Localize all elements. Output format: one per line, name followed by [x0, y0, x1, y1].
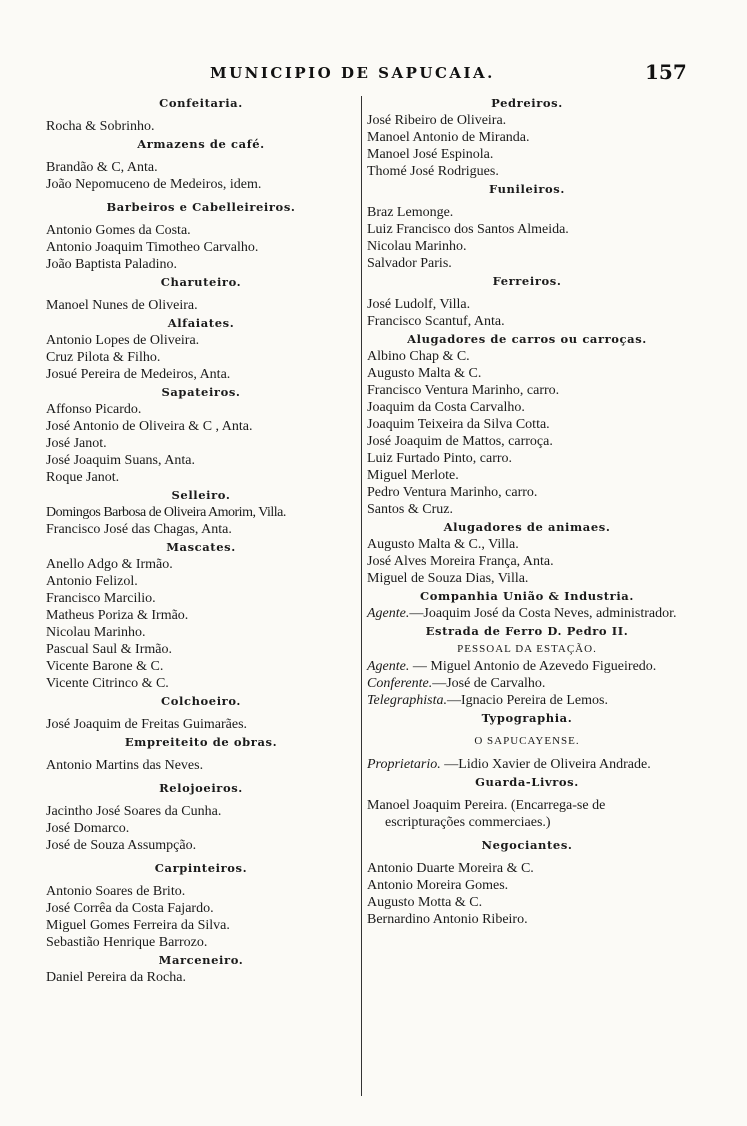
list-item: Antonio Felizol.	[46, 574, 138, 589]
list-item: Joaquim da Costa Carvalho.	[367, 400, 525, 415]
list-item: Vicente Barone & C.	[46, 659, 164, 674]
list-item: Santos & Cruz.	[367, 502, 453, 517]
section-heading: Empreiteito de obras.	[124, 735, 278, 749]
section-selleiro	[46, 487, 356, 538]
section-funileiros	[367, 181, 687, 272]
list-item: Matheus Poriza & Irmão.	[46, 608, 189, 623]
list-item: Antonio Lopes de Oliveira.	[46, 333, 200, 348]
section-heading: Guarda-Livros.	[475, 775, 579, 789]
section-barbeiros	[46, 199, 356, 273]
list-item: Brandão & C, Anta.	[46, 160, 158, 175]
section-sapateiros	[46, 384, 356, 486]
list-item: José Ludolf, Villa.	[367, 297, 471, 312]
list-item: Augusto Motta & C.	[367, 895, 483, 910]
section-heading: Estrada de Ferro D. Pedro II.	[425, 624, 629, 638]
section-heading: Alugadores de animaes.	[443, 520, 611, 534]
section-heading: Mascates.	[166, 540, 236, 554]
list-item	[367, 756, 687, 773]
entry-text: — Miguel Antonio de Azevedo Figueiredo.	[409, 659, 657, 674]
section-heading: Selleiro.	[171, 488, 231, 502]
list-item: Rocha & Sobrinho.	[46, 119, 155, 134]
section-heading: Charuteiro.	[160, 275, 242, 289]
list-item: Antonio Duarte Moreira & C.	[367, 861, 534, 876]
list-item: Miguel Merlote.	[367, 468, 459, 483]
section-carpinteiros	[46, 860, 356, 951]
role-label: Agente.	[367, 659, 410, 674]
list-item: Francisco José das Chagas, Anta.	[46, 522, 232, 537]
entry-text: —Ignacio Pereira de Lemos.	[447, 693, 608, 708]
section-heading: Confeitaria.	[159, 96, 243, 110]
section-marceneiro	[46, 952, 356, 986]
list-item: Roque Janot.	[46, 470, 120, 485]
entry-text: —José de Carvalho.	[432, 676, 546, 691]
section-heading: Ferreiros.	[492, 274, 562, 288]
list-item: João Baptista Paladino.	[46, 257, 178, 272]
list-item: Braz Lemonge.	[367, 205, 454, 220]
section-companhia	[367, 588, 687, 622]
list-item: Manoel Nunes de Oliveira.	[46, 298, 198, 313]
list-item: Domingos Barbosa de Oliveira Amorim, Villa.	[46, 505, 286, 520]
section-mascates	[46, 539, 356, 692]
role-label: Conferente.	[367, 676, 433, 691]
list-item	[367, 692, 687, 709]
section-colchoeiro	[46, 693, 356, 733]
list-item: Anello Adgo & Irmão.	[46, 557, 173, 572]
list-item: Sebastião Henrique Barrozo.	[46, 935, 208, 950]
section-alugadores-animaes	[367, 519, 687, 587]
list-item: Antonio Gomes da Costa.	[46, 223, 191, 238]
list-item: José Janot.	[46, 436, 107, 451]
list-item: José Corrêa da Costa Fajardo.	[46, 901, 214, 916]
list-item: Nicolau Marinho.	[367, 239, 467, 254]
list-item: Vicente Citrinco & C.	[46, 676, 169, 691]
page-number: 157	[645, 60, 687, 84]
section-heading: Alfaiates.	[167, 316, 235, 330]
list-item: José Domarco.	[46, 821, 130, 836]
section-estrada-de-ferro	[367, 623, 687, 709]
list-item: José Joaquim de Mattos, carroça.	[367, 434, 553, 449]
section-pedreiros	[367, 95, 687, 180]
list-item: João Nepomuceno de Medeiros, idem.	[46, 177, 262, 192]
list-item: Augusto Malta & C., Villa.	[367, 537, 519, 552]
list-item: Miguel Gomes Ferreira da Silva.	[46, 918, 230, 933]
section-heading: Barbeiros e Cabelleireiros.	[106, 200, 296, 214]
list-item: José Ribeiro de Oliveira.	[367, 113, 507, 128]
role-label: Proprietario.	[367, 757, 441, 772]
list-item: Affonso Picardo.	[46, 402, 142, 417]
section-heading: Negociantes.	[481, 838, 573, 852]
section-heading: Typographia.	[481, 711, 573, 725]
section-ferreiros	[367, 273, 687, 330]
section-subheading: PESSOAL DA ESTAÇÃO.	[457, 643, 597, 655]
list-item: Luiz Furtado Pinto, carro.	[367, 451, 513, 466]
list-item: Nicolau Marinho.	[46, 625, 146, 640]
section-relojoeiros	[46, 780, 356, 854]
section-alfaiates	[46, 315, 356, 383]
section-typographia	[367, 710, 687, 773]
section-heading: Marceneiro.	[158, 953, 244, 967]
list-item: Salvador Paris.	[367, 256, 452, 271]
list-item: Manoel Antonio de Miranda.	[367, 130, 530, 145]
section-heading: Sapateiros.	[161, 385, 241, 399]
list-item	[367, 605, 687, 622]
list-item	[367, 675, 687, 692]
list-item: Pascual Saul & Irmão.	[46, 642, 172, 657]
list-item: Luiz Francisco dos Santos Almeida.	[367, 222, 569, 237]
section-empreiteiro	[46, 734, 356, 774]
section-subheading: O SAPUCAYENSE.	[474, 735, 580, 747]
section-heading: Funileiros.	[489, 182, 565, 196]
list-item: Cruz Pilota & Filho.	[46, 350, 161, 365]
left-column	[46, 94, 356, 986]
section-alugadores-carros	[367, 331, 687, 518]
list-item: Josué Pereira de Medeiros, Anta.	[46, 367, 231, 382]
section-heading: Alugadores de carros ou carroças.	[407, 332, 647, 346]
section-armazens	[46, 136, 356, 193]
section-heading: Pedreiros.	[491, 96, 563, 110]
role-label: Telegraphista.	[367, 693, 447, 708]
list-item: José Antonio de Oliveira & C , Anta.	[46, 419, 253, 434]
list-item: Manoel Joaquim Pereira. (Encarrega-se de escripturações commerciaes.)	[367, 798, 606, 830]
list-item: Thomé José Rodrigues.	[367, 164, 499, 179]
section-heading: Carpinteiros.	[154, 861, 248, 875]
section-heading: Companhia União & Industria.	[420, 589, 634, 603]
list-item: José Joaquim de Freitas Guimarães.	[46, 717, 248, 732]
page-title: MUNICIPIO DE SAPUCAIA.	[210, 64, 495, 82]
list-item: Antonio Moreira Gomes.	[367, 878, 509, 893]
list-item: Pedro Ventura Marinho, carro.	[367, 485, 538, 500]
list-item: José Joaquim Suans, Anta.	[46, 453, 195, 468]
list-item: Manoel José Espinola.	[367, 147, 494, 162]
list-item: Joaquim Teixeira da Silva Cotta.	[367, 417, 550, 432]
entry-text: —Joaquim José da Costa Neves, administrador.	[409, 606, 677, 621]
right-column	[367, 94, 687, 928]
page-header	[0, 60, 747, 90]
list-item: Bernardino Antonio Ribeiro.	[367, 912, 528, 927]
section-negociantes	[367, 837, 687, 928]
list-item: Antonio Soares de Brito.	[46, 884, 186, 899]
entry-text: —Lidio Xavier de Oliveira Andrade.	[440, 757, 651, 772]
section-heading: Relojoeiros.	[159, 781, 243, 795]
list-item: Albino Chap & C.	[367, 349, 470, 364]
list-item: Antonio Joaquim Timotheo Carvalho.	[46, 240, 259, 255]
list-item: Daniel Pereira da Rocha.	[46, 970, 186, 985]
column-divider	[361, 96, 362, 1096]
list-item: Jacintho José Soares da Cunha.	[46, 804, 222, 819]
list-item: Francisco Ventura Marinho, carro.	[367, 383, 560, 398]
section-guarda-livros	[367, 774, 687, 831]
list-item: Augusto Malta & C.	[367, 366, 482, 381]
list-item: Antonio Martins das Neves.	[46, 758, 204, 773]
list-item: Francisco Marcilio.	[46, 591, 156, 606]
list-item: Miguel de Souza Dias, Villa.	[367, 571, 529, 586]
role-label: Agente.	[367, 606, 410, 621]
list-item: José Alves Moreira França, Anta.	[367, 554, 554, 569]
section-heading: Colchoeiro.	[160, 694, 242, 708]
list-item	[367, 658, 687, 675]
section-charuteiro	[46, 274, 356, 314]
list-item: José de Souza Assumpção.	[46, 838, 197, 853]
section-confeitaria	[46, 95, 356, 135]
section-heading: Armazens de café.	[137, 137, 265, 151]
list-item: Francisco Scantuf, Anta.	[367, 314, 505, 329]
